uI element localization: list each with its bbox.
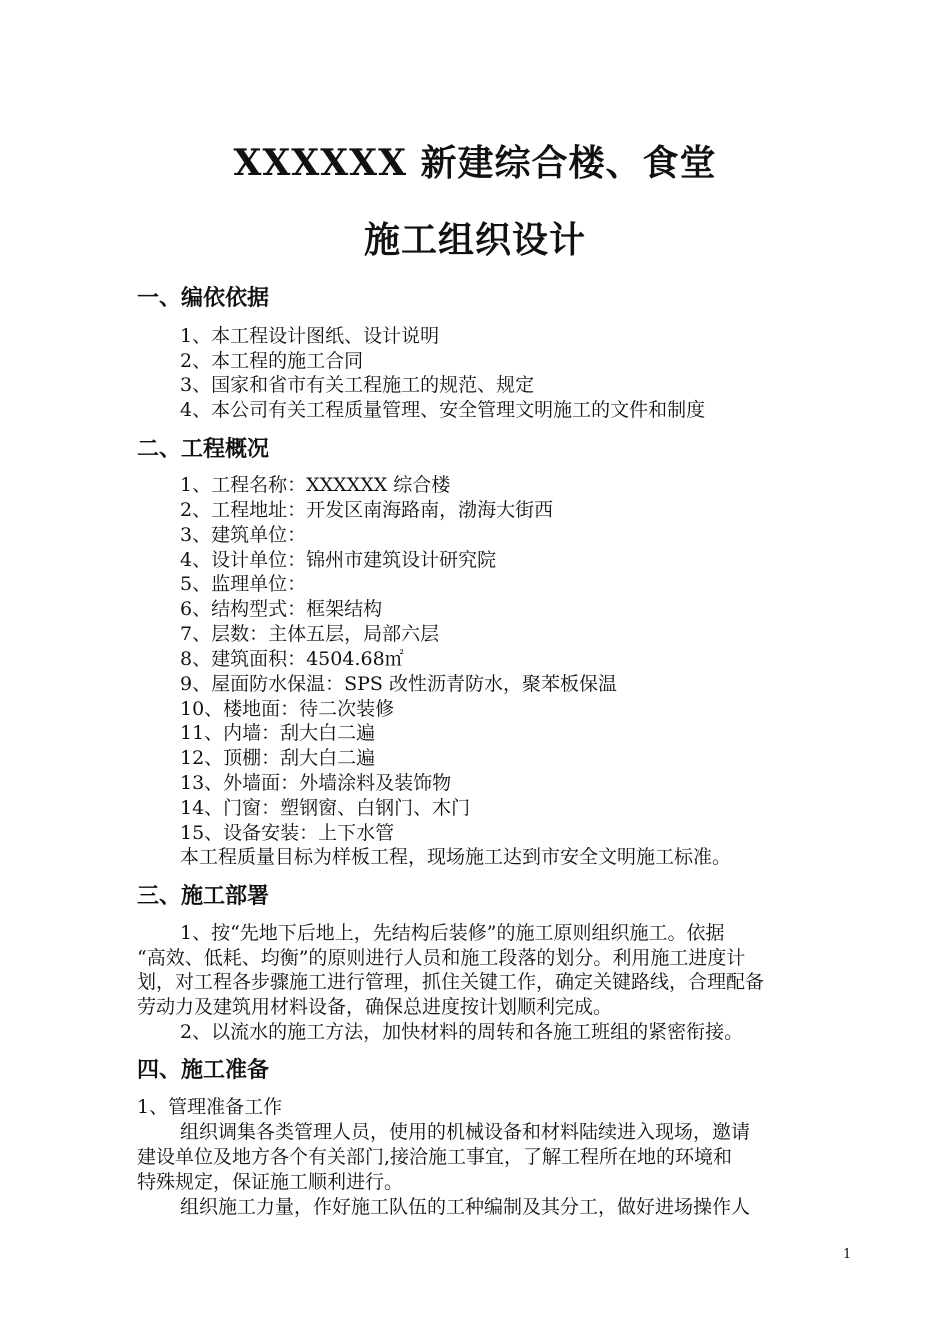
list-item: 1、本工程设计图纸、设计说明 <box>180 325 440 347</box>
section-heading-1: 一、编依依据 <box>137 286 270 311</box>
list-item: 12、顶棚：刮大白二遍 <box>180 747 376 769</box>
list-item: 7、层数：主体五层，局部六层 <box>180 623 440 645</box>
list-item: 4、本公司有关工程质量管理、安全管理文明施工的文件和制度 <box>180 399 706 421</box>
paragraph-line: 划，对工程各步骤施工进行管理，抓住关键工作，确定关键路线，合理配备 <box>137 971 765 993</box>
list-item: 15、设备安装：上下水管 <box>180 822 395 844</box>
paragraph-line: 1、按“先地下后地上，先结构后装修”的施工原则组织施工。依据 <box>180 922 725 944</box>
list-item: 6、结构型式：框架结构 <box>180 598 383 620</box>
paragraph-line: 组织施工力量，作好施工队伍的工种编制及其分工，做好进场操作人 <box>180 1196 751 1218</box>
list-item: 4、设计单位：锦州市建筑设计研究院 <box>180 549 497 571</box>
list-item: 2、本工程的施工合同 <box>180 350 364 372</box>
page-number: 1 <box>843 1247 852 1262</box>
list-item: 3、建筑单位： <box>180 524 307 546</box>
list-item: 14、门窗：塑钢窗、白钢门、木门 <box>180 797 471 819</box>
paragraph-line: 特殊规定，保证施工顺利进行。 <box>137 1171 404 1193</box>
list-item: 2、工程地址：开发区南海路南，渤海大街西 <box>180 499 554 521</box>
paragraph-line: 2、以流水的施工方法，加快材料的周转和各施工班组的紧密衔接。 <box>180 1021 744 1043</box>
list-item: 9、屋面防水保温：SPS 改性沥青防水，聚苯板保温 <box>180 673 617 695</box>
section-heading-3: 三、施工部署 <box>137 884 270 909</box>
list-item: 10、楼地面：待二次装修 <box>180 698 395 720</box>
quality-goal-text: 本工程质量目标为样板工程，现场施工达到市安全文明施工标准。 <box>180 846 732 868</box>
list-item: 8、建筑面积：4504.68㎡ <box>180 648 404 670</box>
paragraph-line: 组织调集各类管理人员，使用的机械设备和材料陆续进入现场，邀请 <box>180 1121 751 1143</box>
document-title: XXXXXX 新建综合楼、食堂 <box>233 142 717 184</box>
list-item: 11、内墙：刮大白二遍 <box>180 722 376 744</box>
paragraph-line: 建设单位及地方各个有关部门,接洽施工事宜，了解工程所在地的环境和 <box>137 1146 733 1168</box>
section-heading-4: 四、施工准备 <box>137 1058 270 1083</box>
paragraph-line: 劳动力及建筑用材料设备，确保总进度按计划顺利完成。 <box>137 996 613 1018</box>
subsection-heading: 1、管理准备工作 <box>137 1096 283 1118</box>
list-item: 1、工程名称：XXXXXX 综合楼 <box>180 474 451 496</box>
document-subtitle: 施工组织设计 <box>363 219 586 261</box>
list-item: 3、国家和省市有关工程施工的规范、规定 <box>180 374 535 396</box>
section-heading-2: 二、工程概况 <box>137 437 270 462</box>
list-item: 5、监理单位： <box>180 573 307 595</box>
paragraph-line: “高效、低耗、均衡”的原则进行人员和施工段落的划分。利用施工进度计 <box>137 947 746 969</box>
list-item: 13、外墙面：外墙涂料及装饰物 <box>180 772 452 794</box>
